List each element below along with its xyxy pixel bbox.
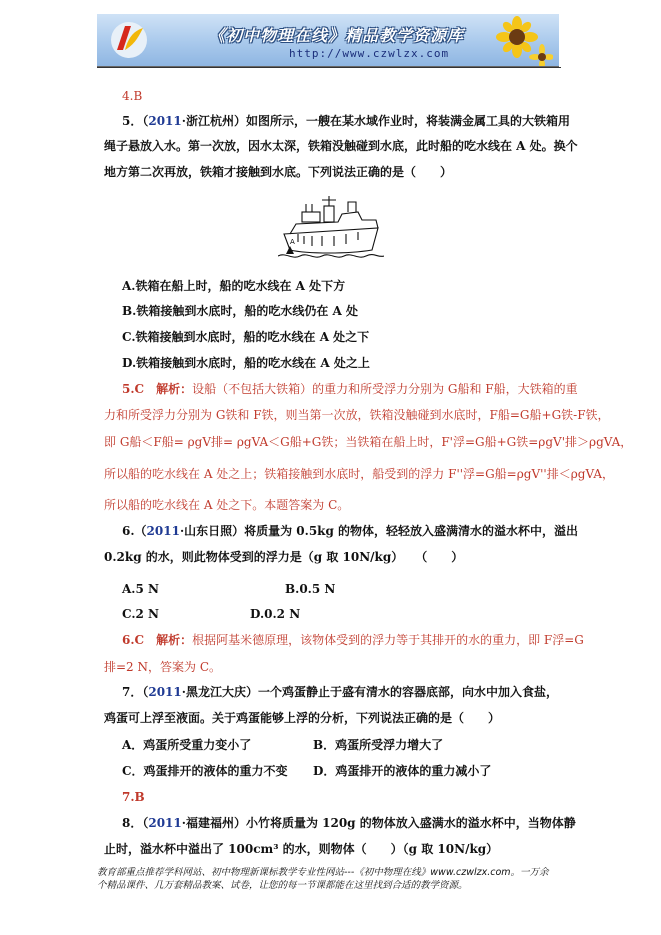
- q5-option-a: A.铁箱在船上时，船的吃水线在 A 处下方: [122, 279, 346, 293]
- q5-option-b: B.铁箱接触到水底时，船的吃水线仍在 A 处: [122, 304, 358, 318]
- site-title: 《初中物理在线》精品教学资源库: [209, 26, 465, 45]
- q7-stem-line1: 7．（2011·黑龙江大庆）一个鸡蛋静止于盛有清水的容器底部，向水中加入食盐，: [122, 685, 558, 699]
- footer-line1: 教育部重点推荐学科网站、初中物理新课标教学专业性网站---《初中物理在线》www.czwlzx.com。一万余: [97, 867, 549, 878]
- q6-option-d: D.0.2 N: [250, 607, 301, 621]
- q8-stem-line2: 止时，溢水杯中溢出了 100cm³ 的水，则物体（ ）（g 取 10N/kg）: [104, 842, 499, 856]
- sunflower-icon: [495, 16, 553, 66]
- q5-solution-line3: 即 G船＜F船= ρgV排= ρgVA＜G船+G铁；当铁箱在船上时，F'浮=G船+G铁=ρgV'排＞ρgVA，: [104, 435, 633, 449]
- ship-figure: [278, 190, 384, 262]
- footer-line2: 个精品课件、几万套精品教案、试卷，让您的每一节课都能在这里找到合适的教学资源。: [97, 880, 468, 891]
- q7-option-a: A．鸡蛋所受重力变小了: [122, 738, 252, 752]
- q6-solution-line1: 6.C 解析：根据阿基米德原理，该物体受到的浮力等于其排开的水的重力，即 F浮=G: [122, 633, 584, 647]
- figure-label-a: A: [290, 238, 295, 246]
- q5-solution-line1: 5.C 解析：设船（不包括大铁箱）的重力和所受浮力分别为 G船和 F船，大铁箱的重: [122, 382, 578, 396]
- header-divider: [97, 67, 561, 68]
- q5-option-d: D.铁箱接触到水底时，船的吃水线在 A 处之上: [122, 356, 370, 370]
- q5-solution-line4: 所以船的吃水线在 A 处之上；铁箱接触到水底时，船受到的浮力 F''浮=G船=ρgV''排＜ρgVA，: [104, 467, 614, 481]
- q6-stem-line1: 6.（2011·山东日照）将质量为 0.5kg 的物体，轻轻放入盛满清水的溢水杯中，溢出: [122, 524, 579, 538]
- page-footer: [97, 866, 563, 892]
- q8-stem-line1: 8．（2011·福建福州）小竹将质量为 120g 的物体放入盛满水的溢水杯中，当物体静: [122, 816, 576, 830]
- q5-stem-line3: 地方第二次再放，铁箱才接触到水底。下列说法正确的是（ ）: [104, 165, 453, 179]
- q5-option-c: C.铁箱接触到水底时，船的吃水线在 A 处之下: [122, 330, 370, 344]
- site-logo: [107, 20, 151, 60]
- q6-option-c: C.2 N: [122, 607, 160, 621]
- q7-answer: 7.B: [122, 790, 145, 804]
- q6-option-b: B.0.5 N: [285, 582, 336, 596]
- q5-solution-line5: 所以船的吃水线在 A 处之下。本题答案为 C。: [104, 498, 350, 512]
- q5-stem-line2: 绳子悬放入水。第一次放，因水太深，铁箱没触碰到水底，此时船的吃水线在 A 处。换个: [104, 139, 578, 153]
- q5-solution-line2: 力和所受浮力分别为 G铁和 F铁，则当第一次放，铁箱没触碰到水底时，F船=G船+G铁-F铁，: [104, 408, 610, 422]
- q6-stem-line2: 0.2kg 的水，则此物体受到的浮力是（g 取 10N/kg） （ ）: [104, 550, 464, 564]
- q7-option-d: D．鸡蛋排开的液体的重力减小了: [313, 764, 492, 778]
- q7-option-c: C．鸡蛋排开的液体的重力不变: [122, 764, 288, 778]
- q6-option-a: A.5 N: [122, 582, 159, 596]
- q6-solution-line2: 排=2 N，答案为 C。: [104, 660, 222, 674]
- q4-answer: 4.B: [122, 89, 143, 103]
- site-url[interactable]: http://www.czwlzx.com: [289, 47, 450, 60]
- header-banner: [97, 14, 559, 67]
- q5-stem-line1: 5．（2011·浙江杭州）如图所示，一艘在某水域作业时，将装满金属工具的大铁箱用: [122, 114, 570, 128]
- q7-option-b: B．鸡蛋所受浮力增大了: [313, 738, 444, 752]
- q7-stem-line2: 鸡蛋可上浮至液面。关于鸡蛋能够上浮的分析，下列说法正确的是（ ）: [104, 711, 501, 725]
